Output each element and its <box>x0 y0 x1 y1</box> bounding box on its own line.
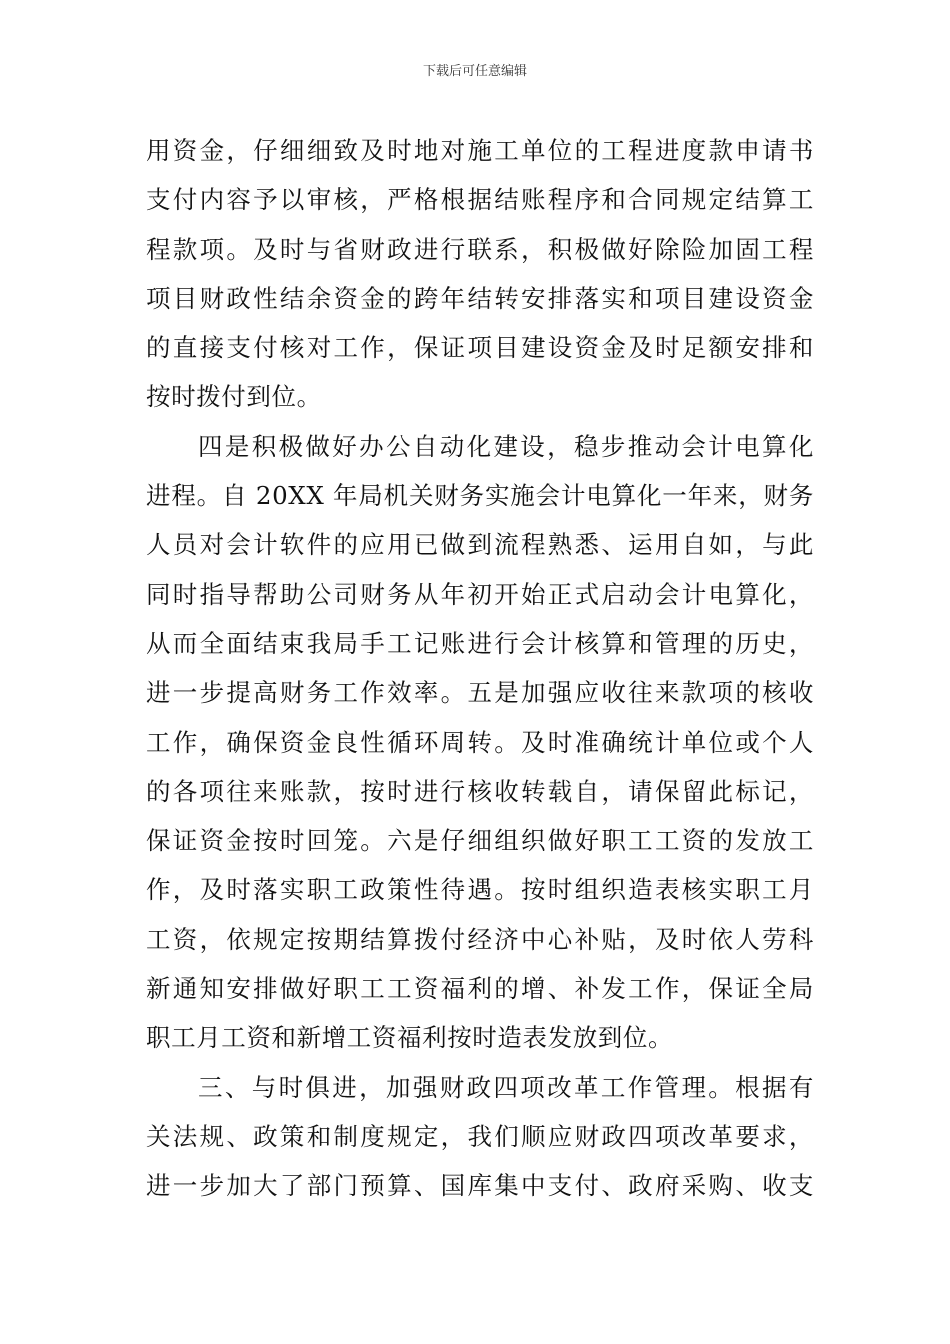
text-line: 三、与时俱进，加强财政四项改革工作管理。根据有 <box>198 1072 814 1102</box>
text-line: 程款项。及时与省财政进行联系，积极做好除险加固工程 <box>146 234 814 264</box>
text-line: 新通知安排做好职工工资福利的增、补发工作，保证全局 <box>146 974 814 1004</box>
text-line: 的各项往来账款，按时进行核收转载自，请保留此标记， <box>146 776 814 806</box>
text-line: 进一步提高财务工作效率。五是加强应收往来款项的核收 <box>146 678 814 708</box>
text-line: 工作，确保资金良性循环周转。及时准确统计单位或个人 <box>146 727 814 757</box>
text-line: 进一步加大了部门预算、国库集中支付、政府采购、收支 <box>146 1171 814 1201</box>
text-line: 用资金，仔细细致及时地对施工单位的工程进度款申请书 <box>146 136 814 165</box>
text-line: 四是积极做好办公自动化建设，稳步推动会计电算化 <box>198 431 814 461</box>
text-line: 从而全面结束我局手工记账进行会计核算和管理的历史， <box>146 628 814 658</box>
text-line: 人员对会计软件的应用已做到流程熟悉、运用自如，与此 <box>146 530 814 560</box>
text-line: 同时指导帮助公司财务从年初开始正式启动会计电算化， <box>146 579 814 609</box>
text-line: 关法规、政策和制度规定，我们顺应财政四项改革要求， <box>146 1121 814 1151</box>
text-line: 按时拨付到位。 <box>146 382 322 412</box>
text-line: 作，及时落实职工政策性待遇。按时组织造表核实职工月 <box>146 875 814 905</box>
text-line: 的直接支付核对工作，保证项目建设资金及时足额安排和 <box>146 333 814 363</box>
body-text <box>146 126 814 1211</box>
text-line: 进程。自 20XX 年局机关财务实施会计电算化一年来，财务 <box>146 481 814 511</box>
text-line: 工资，依规定按期结算拨付经济中心补贴，及时依人劳科 <box>146 924 814 954</box>
text-line: 职工月工资和新增工资福利按时造表发放到位。 <box>146 1023 674 1053</box>
text-line: 支付内容予以审核，严格根据结账程序和合同规定结算工 <box>146 185 814 215</box>
text-line: 保证资金按时回笼。六是仔细组织做好职工工资的发放工 <box>146 826 814 856</box>
header-note: 下载后可任意编辑 <box>422 64 527 79</box>
text-line: 项目财政性结余资金的跨年结转安排落实和项目建设资金 <box>146 283 814 313</box>
